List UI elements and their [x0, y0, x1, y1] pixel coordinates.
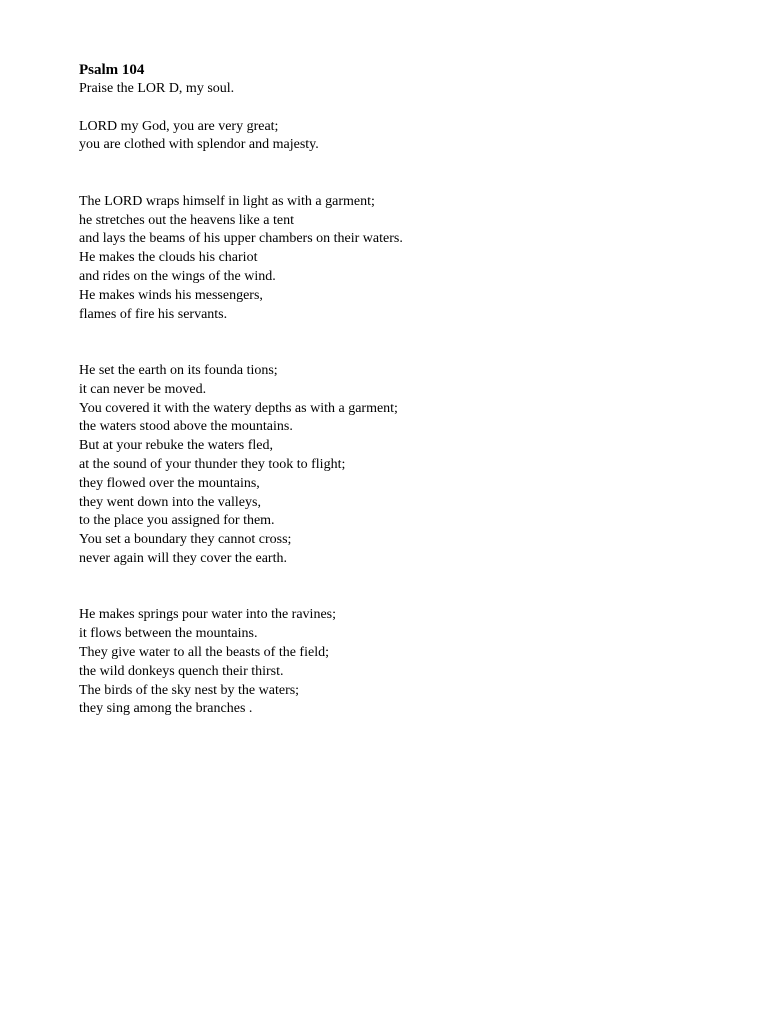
- text-line: They give water to all the beasts of the field;: [79, 644, 329, 660]
- psalm-title: Psalm 104: [79, 62, 145, 78]
- text-line: The birds of the sky nest by the waters;: [79, 682, 300, 698]
- stanza-gap: [79, 155, 719, 193]
- text-line: they went down into the valleys,: [79, 494, 261, 510]
- text-line: and lays the beams of his upper chambers on their waters.: [79, 231, 403, 247]
- text-line: You set a boundary they cannot cross;: [79, 532, 292, 548]
- text-line: it flows between the mountains.: [79, 626, 258, 642]
- text-line: the waters stood above the mountains.: [79, 419, 293, 435]
- text-line: never again will they cover the earth.: [79, 550, 287, 566]
- document-page: [79, 61, 719, 719]
- text-line: you are clothed with splendor and majesty.: [79, 137, 319, 153]
- text-line: at the sound of your thunder they took to flight;: [79, 456, 346, 472]
- text-line: But at your rebuke the waters fled,: [79, 438, 273, 454]
- text-line: He set the earth on its founda tions;: [79, 362, 278, 378]
- text-line: LORD my God, you are very great;: [79, 118, 279, 134]
- text-line: flames of fire his servants.: [79, 306, 228, 322]
- stanza-gap: [79, 99, 719, 118]
- text-line: he stretches out the heavens like a tent: [79, 212, 294, 228]
- text-line: He makes springs pour water into the ravines;: [79, 607, 336, 623]
- text-line: they sing among the branches .: [79, 701, 253, 717]
- text-line: He makes winds his messengers,: [79, 287, 263, 303]
- text-line: You covered it with the watery depths as with a garment;: [79, 400, 398, 416]
- stanza-gap: [79, 324, 719, 362]
- text-line: Praise the LOR D, my soul.: [79, 81, 235, 96]
- text-line: to the place you assigned for them.: [79, 513, 275, 529]
- text-line: and rides on the wings of the wind.: [79, 268, 276, 284]
- text-line: He makes the clouds his chariot: [79, 250, 258, 266]
- text-line: the wild donkeys quench their thirst.: [79, 663, 284, 679]
- text-line: it can never be moved.: [79, 381, 207, 397]
- stanza-gap: [79, 569, 719, 607]
- text-line: they flowed over the mountains,: [79, 475, 260, 491]
- text-line: The LORD wraps himself in light as with a garment;: [79, 193, 375, 209]
